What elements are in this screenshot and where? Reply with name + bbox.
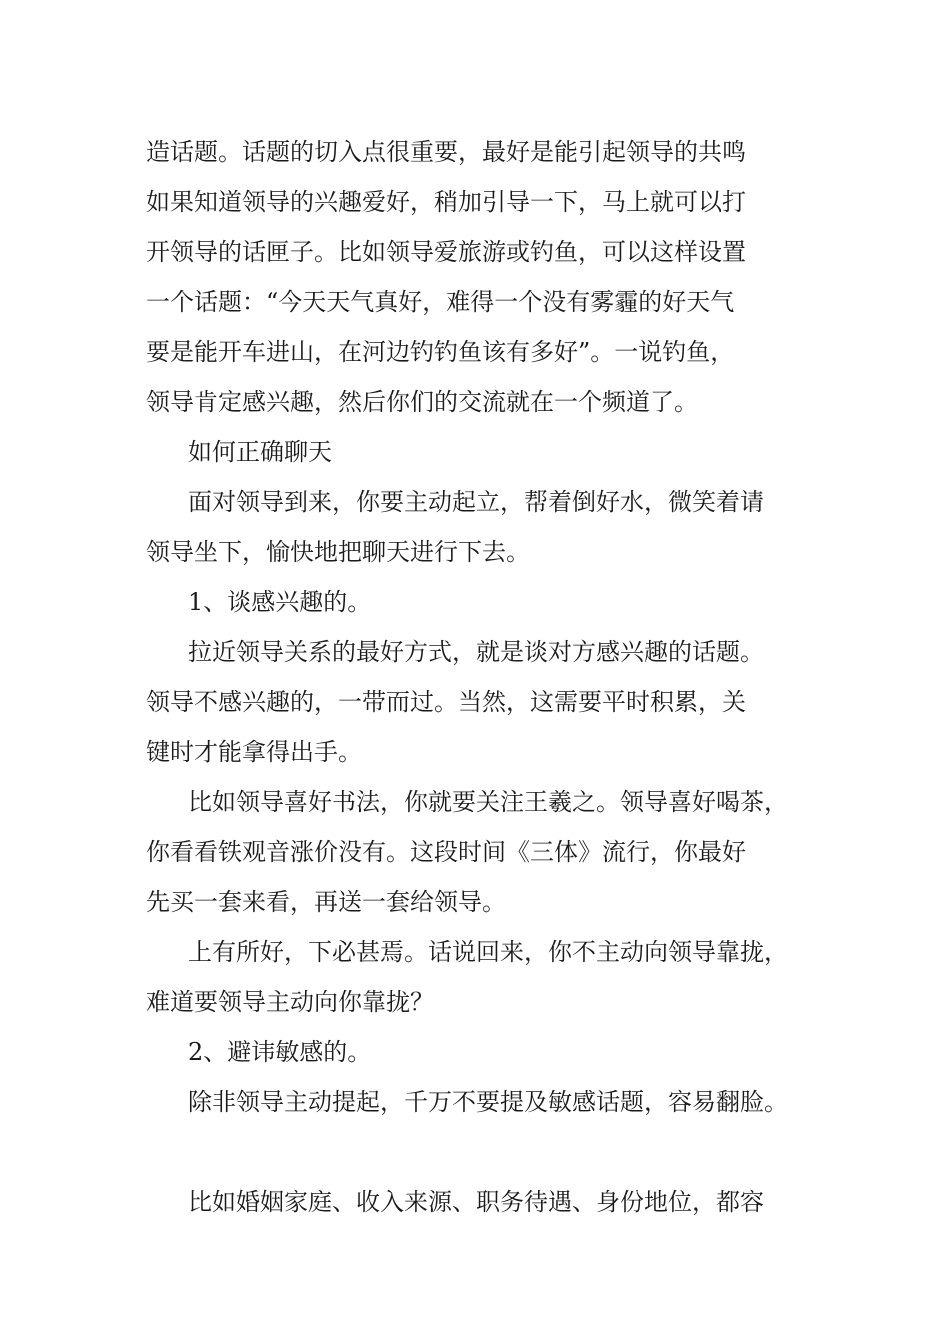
text-line: 领导肯定感兴趣，然后你们的交流就在一个频道了。 (146, 388, 698, 416)
text-line: 领导坐下，愉快地把聊天进行下去。 (146, 538, 530, 566)
text-line: 面对领导到来，你要主动起立，帮着倒好水，微笑着请 (188, 488, 764, 516)
list-heading: 1、谈感兴趣的。 (188, 588, 372, 616)
text-line: 一个话题：“今天天气真好，难得一个没有雾霾的好天气 (146, 288, 735, 316)
text-line: 难道要领导主动向你靠拢？ (146, 988, 434, 1016)
text-line: 除非领导主动提起，千万不要提及敏感话题，容易翻脸。 (188, 1088, 788, 1116)
text-line: 比如婚姻家庭、收入来源、职务待遇、身份地位，都容 (188, 1188, 764, 1216)
section-heading: 如何正确聊天 (188, 438, 332, 466)
text-line: 造话题。话题的切入点很重要，最好是能引起领导的共鸣 (146, 138, 746, 166)
text-line: 如果知道领导的兴趣爱好，稍加引导一下，马上就可以打 (146, 188, 746, 216)
text-line: 键时才能拿得出手。 (146, 738, 362, 766)
text-line: 上有所好，下必甚焉。话说回来，你不主动向领导靠拢， (188, 938, 788, 966)
text-line: 要是能开车进山，在河边钓钓鱼该有多好”。一说钓鱼， (146, 338, 735, 366)
text-line: 比如领导喜好书法，你就要关注王羲之。领导喜好喝茶， (188, 788, 788, 816)
text-line: 你看看铁观音涨价没有。这段时间《三体》流行，你最好 (146, 838, 746, 866)
text-line: 先买一套来看，再送一套给领导。 (146, 888, 506, 916)
text-line: 拉近领导关系的最好方式，就是谈对方感兴趣的话题。 (188, 638, 764, 666)
text-line: 领导不感兴趣的，一带而过。当然，这需要平时积累，关 (146, 688, 746, 716)
text-line: 开领导的话匣子。比如领导爱旅游或钓鱼，可以这样设置 (146, 238, 746, 266)
list-heading: 2、避讳敏感的。 (188, 1038, 372, 1066)
document-body (146, 127, 826, 1227)
paragraph-gap (146, 1127, 826, 1177)
